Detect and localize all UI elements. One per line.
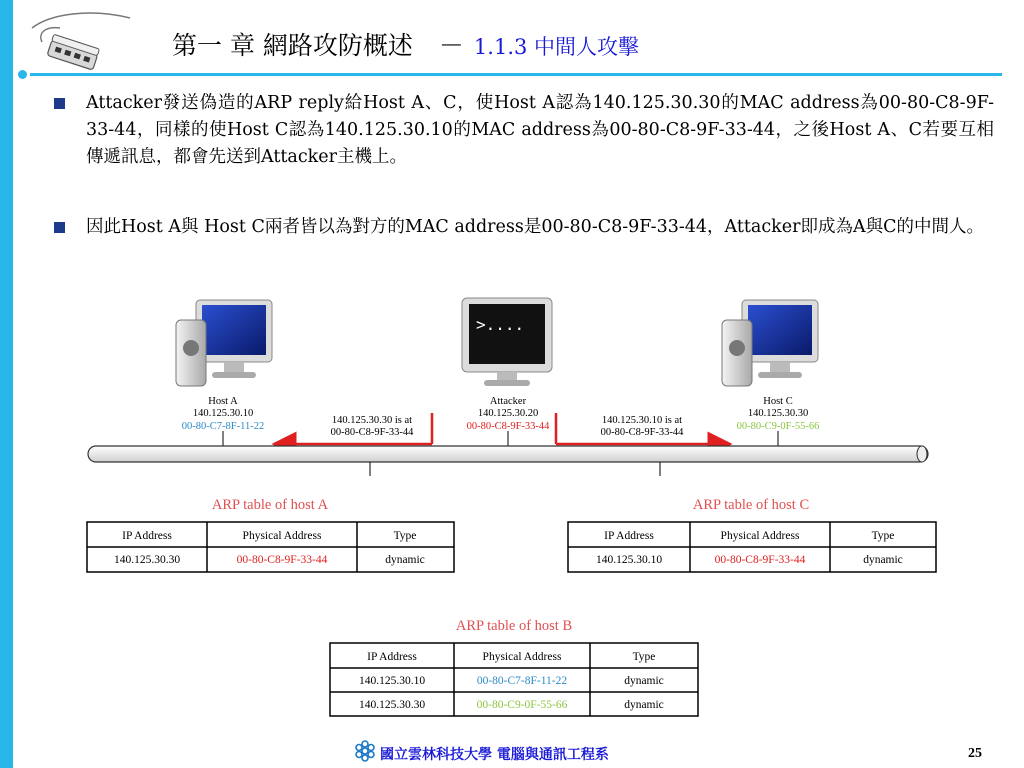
bullet-text: 因此Host A與 Host C兩者皆以為對方的MAC address是00-80-C8-9F-33-44，Attacker即成為A與C的中間人。 xyxy=(86,217,985,237)
table-header: IP Address xyxy=(604,530,654,542)
table-cell: 140.125.30.10 xyxy=(358,675,426,687)
table-cell: 00-80-C8-9F-33-44 xyxy=(714,554,806,566)
arp-table-host-a xyxy=(87,497,454,572)
table-header: Physical Address xyxy=(720,530,800,542)
footer-text: 國立雲林科技大學 電腦與通訊工程系 xyxy=(380,747,609,763)
attacker-ip: 140.125.30.20 xyxy=(477,408,539,419)
attacker-name: Attacker xyxy=(489,396,527,407)
table-header: Type xyxy=(871,530,895,542)
arp-table-host-c xyxy=(568,497,936,572)
svg-text:>....: >.... xyxy=(476,315,525,334)
slide-title-main: 第一 章 網路攻防概述 xyxy=(172,31,413,60)
title-underline xyxy=(30,73,1002,76)
host-a-name: Host A xyxy=(208,396,238,407)
attacker-computer-icon xyxy=(462,298,552,386)
host-c-mac: 00-80-C9-0F-55-66 xyxy=(736,421,820,432)
table-header: Physical Address xyxy=(242,530,322,542)
table-header: Physical Address xyxy=(482,651,562,663)
table-cell: 140.125.30.30 xyxy=(358,699,426,711)
arrow-right-label-line2: 00-80-C8-9F-33-44 xyxy=(600,427,684,438)
host-a-mac: 00-80-C7-8F-11-22 xyxy=(181,421,265,432)
arp-table-host-b xyxy=(330,618,698,716)
table-cell: 00-80-C7-8F-11-22 xyxy=(476,675,568,687)
bullet-square-icon xyxy=(54,222,65,233)
table-header: IP Address xyxy=(367,651,417,663)
university-logo-icon xyxy=(354,740,376,762)
arrow-right-label-line1: 140.125.30.10 is at xyxy=(601,415,683,426)
table-cell: dynamic xyxy=(385,554,425,566)
slide-title-sub: 1.1.3 中間人攻擊 xyxy=(473,35,640,59)
page-number: 25 xyxy=(968,746,982,761)
arp-spoofing-diagram xyxy=(80,290,950,730)
left-accent-bar xyxy=(0,0,13,768)
bullet-square-icon xyxy=(54,98,65,109)
table-header: Type xyxy=(393,530,417,542)
table-cell: 140.125.30.10 xyxy=(595,554,663,566)
network-bus xyxy=(88,446,928,462)
host-c-name: Host C xyxy=(763,396,793,407)
host-a-ip: 140.125.30.10 xyxy=(192,408,254,419)
slide-title xyxy=(172,26,639,66)
arp-table-b-title: ARP table of host B xyxy=(455,618,573,634)
table-cell: 00-80-C9-0F-55-66 xyxy=(476,699,568,711)
bullet-text: Attacker發送偽造的ARP reply給Host A、C，使Host A認為140.125.30.30的MAC address為00-80-C8-9F-33-44，同樣的使Host C認為140.125.30.10的MAC address為00-80-C8-9F-33-44，之後Host A、C若要互相傳遞訊息，都會先送到Attacker主機上。 xyxy=(86,93,994,167)
table-cell: 00-80-C8-9F-33-44 xyxy=(236,554,328,566)
host-c-computer-icon xyxy=(722,300,818,386)
table-cell: dynamic xyxy=(863,554,903,566)
table-cell: dynamic xyxy=(624,699,664,711)
host-a-computer-icon xyxy=(176,300,272,386)
network-device-logo xyxy=(30,6,150,72)
arp-table-a-title: ARP table of host A xyxy=(211,497,329,513)
table-header: IP Address xyxy=(122,530,172,542)
host-c-ip: 140.125.30.30 xyxy=(747,408,809,419)
table-header: Type xyxy=(632,651,656,663)
arrow-left-label-line1: 140.125.30.30 is at xyxy=(331,415,413,426)
arp-table-c-title: ARP table of host C xyxy=(692,497,810,513)
table-cell: dynamic xyxy=(624,675,664,687)
slide-title-dash: － xyxy=(438,31,464,60)
table-cell: 140.125.30.30 xyxy=(113,554,181,566)
arrow-left-label-line2: 00-80-C8-9F-33-44 xyxy=(330,427,414,438)
title-underline-dot xyxy=(18,70,27,79)
attacker-mac: 00-80-C8-9F-33-44 xyxy=(466,421,550,432)
